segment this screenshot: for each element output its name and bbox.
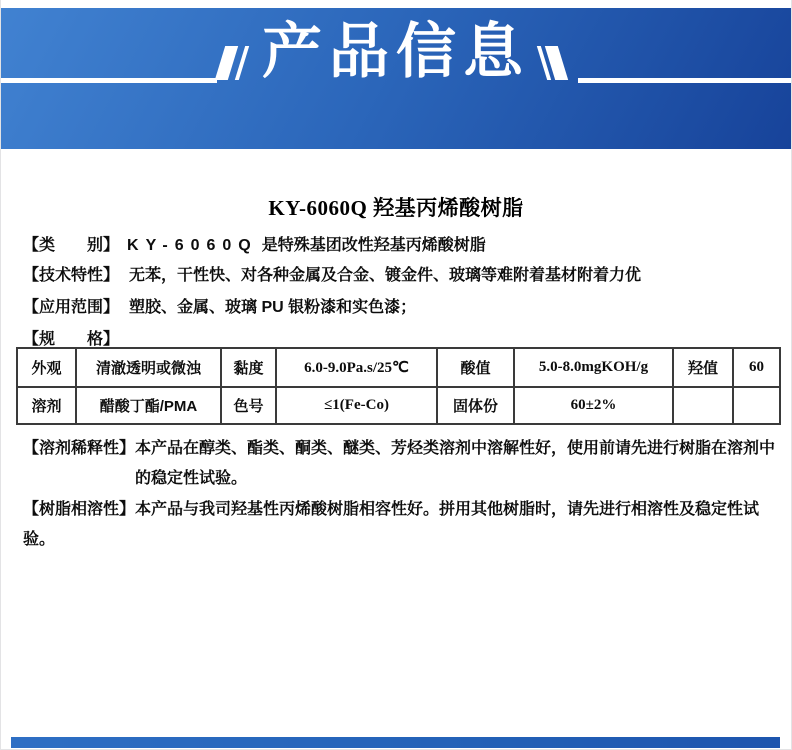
note-solvent-label: 【溶剂稀释性】	[23, 440, 136, 457]
table-row	[17, 387, 780, 424]
table-cell: 清澈透明或微浊	[76, 348, 221, 387]
spec-table	[16, 347, 781, 425]
table-cell: 黏度	[221, 348, 276, 387]
field-specification	[23, 326, 119, 349]
product-title: KY-6060Q 羟基丙烯酸树脂	[268, 196, 524, 220]
banner-title: 产品信息	[262, 18, 530, 85]
note-solvent-line1: 本产品在醇类、酯类、酮类、醚类、芳烃类溶剂中溶解性好，使用前请先进行树脂在溶剂中	[135, 440, 776, 457]
note-solvent-dilution	[23, 434, 777, 494]
table-cell: 6.0-9.0Pa.s/25℃	[276, 348, 437, 387]
header-banner	[1, 8, 791, 149]
field-tech-text: 无苯，干性快、对各种金属及合金、镀金件、玻璃等难附着基材附着力优	[129, 267, 642, 284]
field-apply-label: 【应用范围】	[23, 299, 120, 316]
field-tech-features	[23, 262, 641, 285]
table-cell	[673, 387, 733, 424]
field-category-text: 是特殊基团改性羟基丙烯酸树脂	[261, 237, 486, 254]
field-category	[23, 232, 486, 255]
table-cell: 5.0-8.0mgKOH/g	[514, 348, 673, 387]
note-resin-compatibility	[23, 495, 777, 555]
table-cell: 酸值	[437, 348, 514, 387]
field-tech-label: 【技术特性】	[23, 267, 120, 284]
field-category-label: 【类 别】	[23, 237, 120, 254]
table-cell: 色号	[221, 387, 276, 424]
table-cell: 溶剂	[17, 387, 76, 424]
note-resin-label: 【树脂相溶性】	[23, 501, 136, 518]
note-resin-text: 本产品与我司羟基性丙烯酸树脂相容性好。拼用其他树脂时，请先进行相溶性及稳定性试验。	[23, 501, 760, 548]
footer-accent-bar	[11, 737, 780, 748]
table-cell: 60	[733, 348, 780, 387]
note-solvent-line2: 的稳定性试验。	[135, 470, 248, 487]
table-cell: 60±2%	[514, 387, 673, 424]
product-code: KY-6060Q	[127, 237, 258, 254]
table-cell	[733, 387, 780, 424]
table-cell: ≤1(Fe-Co)	[276, 387, 437, 424]
table-row	[17, 348, 780, 387]
table-cell: 固体份	[437, 387, 514, 424]
table-cell: 外观	[17, 348, 76, 387]
field-application-scope	[23, 294, 416, 317]
field-apply-text: 塑胶、金属、玻璃 PU 银粉漆和实色漆；	[129, 299, 417, 316]
table-cell: 醋酸丁酯/PMA	[76, 387, 221, 424]
field-spec-label: 【规 格】	[23, 331, 120, 348]
table-cell: 羟值	[673, 348, 733, 387]
